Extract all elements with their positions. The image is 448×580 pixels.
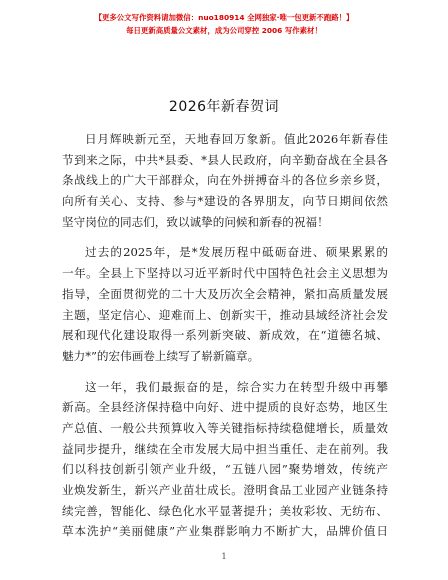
paragraph-3 (62, 377, 388, 543)
promo-banner (0, 12, 448, 37)
promo-banner-line-2: 每日更新高质量公文素材，成为公司穿控 2006 写作素材！ (126, 26, 322, 35)
promo-banner-line-1: 【更多公文写作资料请加微信：nuo180914 全网独家∙唯一包更新不跑路！】 (94, 13, 354, 22)
text-line: 这一年，我们最振奋的是，综合实力在转型升级中再攀 (85, 379, 388, 394)
text-line: 魅力*”的宏伟画卷上续写了崭新篇章。 (62, 348, 260, 363)
paragraph-2 (62, 242, 388, 366)
text-line: 主题，坚定信心、迎难而上、创新实干，推动县域经济社会发 (62, 307, 388, 322)
text-line: 日月辉映新元至，天地春回万象新。值此2026年新春佳 (85, 132, 388, 146)
text-line: 条战线上的广大干部群众，向在外拼搏奋斗的各位乡亲乡贤， (62, 173, 388, 188)
text-line: 过去的2025年，是*发展历程中砥砺奋进、硕果累累的 (85, 245, 388, 260)
text-line: 展和现代化建设取得一系列新突破、新成效，在“道德名城、 (62, 328, 388, 343)
text-line: 们以科技创新引领产业升级，“五链八园”聚势增效，传统产 (62, 462, 388, 477)
text-line: 业焕发新生，新兴产业苗壮成长。澄明食品工业园产业链条持 (62, 483, 388, 497)
document-body (62, 129, 388, 552)
text-line: 益同步提升，继续在全市发展大局中担当重任、走在前列。我 (62, 441, 388, 456)
text-line: 一年。全县上下坚持以习近平新时代中国特色社会主义思想为 (62, 266, 388, 281)
text-line: 续完善，智能化、绿色化水平显著提升；美妆彩妆、无纺布、 (62, 503, 388, 518)
text-line: 产总值、一般公共预算收入等关键指标持续稳健增长，质量效 (62, 420, 388, 435)
page-number: 1 (221, 552, 227, 561)
text-line: 草本洗护“美丽健康”产业集群影响力不断扩大，品牌价值日 (62, 524, 388, 539)
text-line: 节到来之际，中共*县委、*县人民政府，向辛勤奋战在全县各 (62, 152, 388, 167)
text-line: 向所有关心、支持、参与*建设的各界朋友，向节日期间依然 (62, 194, 388, 209)
paragraph-1 (62, 129, 388, 232)
text-line: 坚守岗位的同志们，致以诚挚的问候和新春的祝福！ (62, 214, 329, 229)
document-title: 2026年新春贺词 (168, 99, 280, 115)
text-line: 新高。全县经济保持稳中向好、进中提质的良好态势，地区生 (62, 400, 388, 415)
text-line: 指导，全面贯彻党的二十大及历次全会精神，紧扣高质量发展 (62, 286, 388, 301)
